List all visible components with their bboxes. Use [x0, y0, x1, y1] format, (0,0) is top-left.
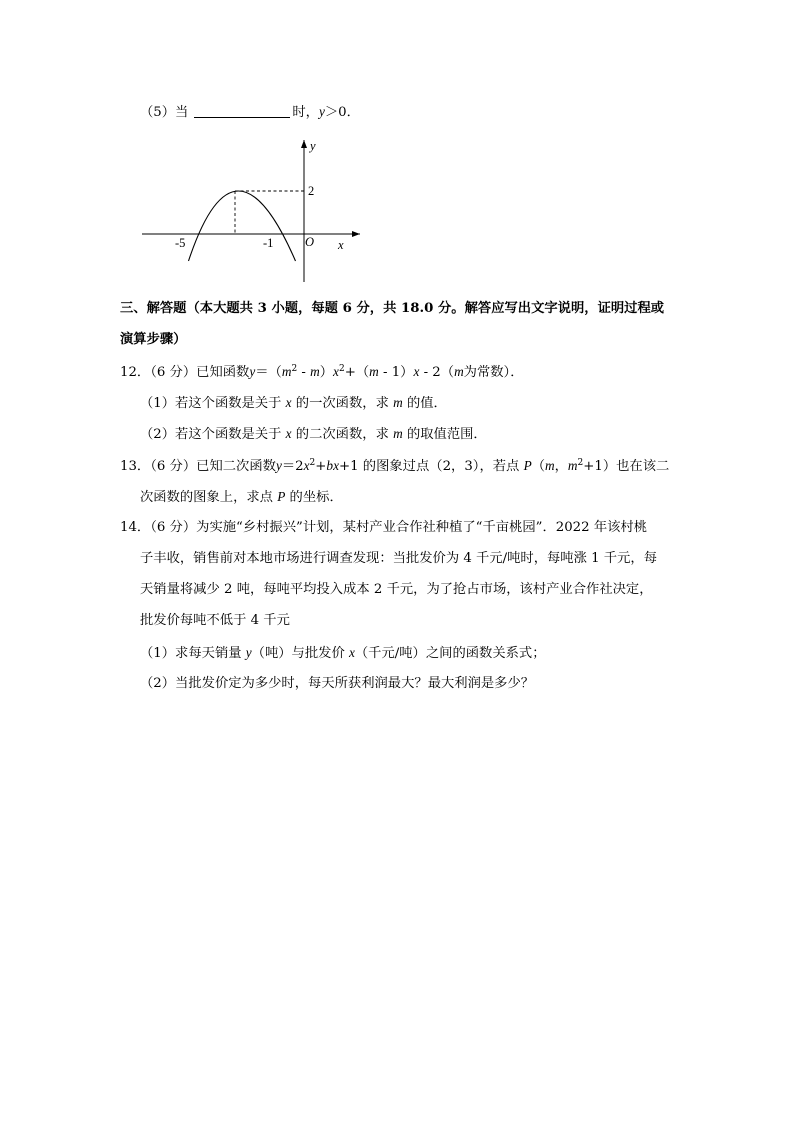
root-right-label: -1 [263, 236, 274, 250]
max-value-label: 2 [308, 184, 315, 198]
q12-m: m [454, 364, 464, 379]
section3-title-line2: 演算步骤） [120, 332, 187, 347]
q14-p1-text: （1）求每天销量 [140, 646, 246, 661]
q12-part1 [140, 393, 447, 414]
q12-exp: 2 [338, 364, 345, 374]
q13-text: ， [554, 459, 568, 474]
q12-x: x [413, 364, 420, 379]
q12-minus: - [297, 365, 311, 380]
answer-blank[interactable] [194, 103, 290, 118]
q12-close: ） [319, 365, 334, 380]
q14-p1-x: x [348, 645, 355, 660]
q12-plus: +（ [344, 365, 370, 380]
q12-rest: - 2（ [419, 365, 455, 380]
q14-p1-text: （吨）与批发价 [251, 646, 349, 661]
q12-m: m [310, 364, 320, 379]
q12-number: 12．（6 分）已知函数 [120, 365, 250, 380]
q12-p1-text: 的值． [402, 396, 447, 411]
q14-part1 [140, 643, 546, 664]
q12-m: m [281, 364, 292, 379]
q12-y: y [249, 364, 256, 379]
q12-eq: ＝（ [255, 365, 282, 380]
y-axis-label: y [310, 139, 316, 153]
q14-line1: 14．（6 分）为实施“乡村振兴”计划，某村产业合作社种植了“千亩桃园”．2022 年该村桃 [120, 520, 648, 535]
q12-stem [120, 362, 524, 383]
q13-y: y [275, 458, 282, 473]
q13-m: m [544, 458, 555, 473]
var-y: y [318, 104, 325, 119]
q13-text: 次函数的图象上，求点 [140, 490, 278, 505]
parabola-graph [138, 136, 368, 286]
y-axis-arrow [301, 140, 307, 148]
q13-P: P [277, 489, 286, 504]
q13-text: 的坐标． [285, 490, 343, 505]
q12-exp: 2 [291, 364, 298, 374]
q12-p2-text: （2）若这个函数是关于 [140, 427, 286, 442]
q13-eq: ＝2 [281, 459, 304, 474]
q12-p1-m: m [393, 395, 403, 410]
q12-rest: - 1） [378, 365, 414, 380]
q12-p2-x: x [285, 426, 292, 441]
q12-p2-m: m [393, 426, 403, 441]
q14-p1-text: （千元/吨）之间的函数关系式； [354, 646, 546, 661]
q13-exp: 2 [577, 458, 584, 468]
q11-part5 [140, 102, 360, 123]
q11-part5-after: 时， [292, 105, 319, 120]
q14-part2: （2）当批发价定为多少时，每天所获利润最大？最大利润是多少？ [140, 676, 535, 691]
origin-label: O [305, 235, 315, 249]
parabola-curve [189, 191, 296, 261]
q12-p2-text: 的取值范围． [402, 427, 487, 442]
q12-p1-x: x [285, 395, 292, 410]
q13-plus: + [315, 459, 327, 474]
root-left-label: -5 [175, 236, 186, 250]
q12-x: x [333, 364, 339, 379]
x-axis-label: x [338, 238, 344, 252]
q12-p1-text: （1）若这个函数是关于 [140, 396, 286, 411]
q13-stem-line1 [120, 456, 669, 477]
q12-p1-text: 的一次函数，求 [291, 396, 394, 411]
q12-tail: 为常数）． [463, 365, 524, 380]
q13-stem-line2 [140, 487, 343, 508]
q13-x: x [303, 458, 310, 473]
q13-m: m [567, 458, 578, 473]
q13-b: b [326, 458, 334, 473]
q12-m: m [369, 364, 379, 379]
q11-part5-label: （5）当 [140, 105, 189, 120]
q13-text: 13．（6 分）已知二次函数 [120, 459, 276, 474]
q14-line2: 子丰收，销售前对本地市场进行调查发现：当批发价为 4 千元/吨时，每吨涨 1 千元，每 [140, 551, 657, 566]
q13-x: x [333, 458, 339, 473]
q14-line3: 天销量将减少 2 吨，每吨平均投入成本 2 千元，为了抢占市场，该村产业合作社决定， [140, 582, 653, 597]
q12-part2 [140, 424, 487, 445]
x-axis-arrow [352, 231, 360, 237]
q13-P: P [523, 458, 532, 473]
q11-part5-condition: ＞0． [324, 105, 360, 120]
q13-text: +1）也在该二 [583, 459, 670, 474]
q14-p1-y: y [245, 645, 252, 660]
q14-line4: 批发价每吨不低于 4 千元 [140, 613, 290, 628]
q13-text: （ [531, 459, 545, 474]
q12-p2-text: 的二次函数，求 [291, 427, 394, 442]
q13-text: +1 的图象过点（2，3），若点 [338, 459, 524, 474]
q13-exp: 2 [309, 458, 316, 468]
section3-title-line1: 三、解答题（本大题共 3 小题，每题 6 分，共 18.0 分。解答应写出文字说明，证明过程或 [120, 301, 665, 316]
